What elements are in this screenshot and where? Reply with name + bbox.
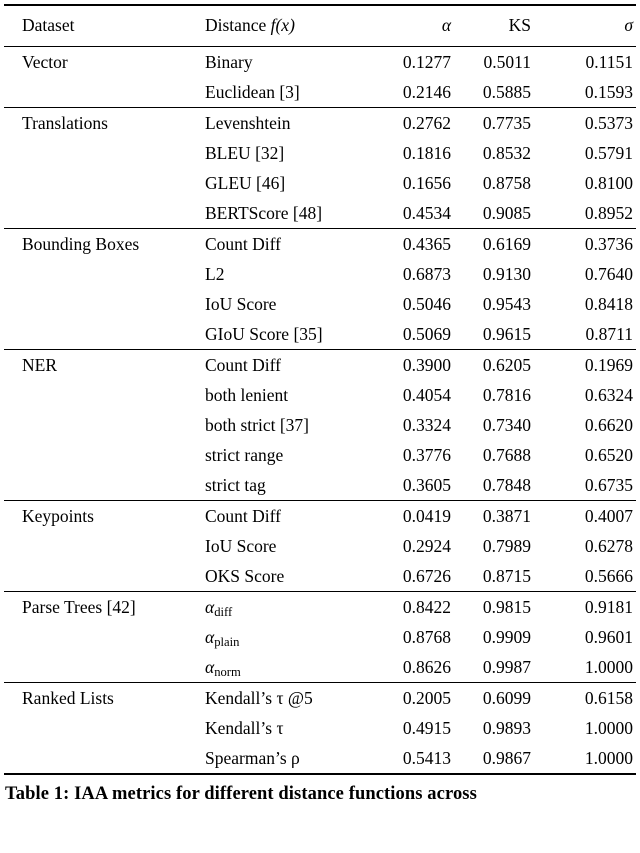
value-sigma: 0.1593 bbox=[584, 81, 633, 102]
table-row bbox=[4, 350, 636, 381]
value-ks: 0.8715 bbox=[482, 565, 531, 586]
value-ks: 0.7816 bbox=[482, 384, 531, 405]
value-sigma: 0.9181 bbox=[531, 592, 636, 623]
value-ks: 0.5885 bbox=[482, 81, 531, 102]
dataset-name: Parse Trees [42] bbox=[4, 592, 205, 683]
value-sigma: 0.9601 bbox=[584, 626, 633, 647]
value-ks: 0.9987 bbox=[482, 656, 531, 677]
distance-label: strict range bbox=[205, 444, 284, 465]
value-alpha: 0.8626 bbox=[402, 656, 451, 677]
distance-subscript: norm bbox=[214, 664, 241, 679]
value-ks: 0.9909 bbox=[482, 626, 531, 647]
value-alpha: 0.2762 bbox=[365, 108, 451, 139]
distance-label: strict tag bbox=[205, 474, 266, 495]
table-row bbox=[4, 683, 636, 714]
table-row bbox=[4, 501, 636, 532]
distance-label: Spearman’s ρ bbox=[205, 747, 300, 768]
value-sigma: 0.5373 bbox=[531, 108, 636, 139]
value-alpha: 0.6873 bbox=[402, 263, 451, 284]
col-header-distance-math: f(x) bbox=[270, 15, 295, 35]
value-alpha: 0.6726 bbox=[402, 565, 451, 586]
value-alpha: 0.3324 bbox=[402, 414, 451, 435]
value-sigma: 0.8711 bbox=[585, 323, 633, 344]
distance-label: both strict [37] bbox=[205, 414, 310, 435]
distance-label: OKS Score bbox=[205, 565, 285, 586]
header-row bbox=[4, 5, 636, 47]
value-ks: 0.3871 bbox=[451, 501, 531, 532]
distance-subscript: plain bbox=[214, 634, 240, 649]
distance-label: both lenient bbox=[205, 384, 289, 405]
value-sigma: 0.6158 bbox=[531, 683, 636, 714]
value-ks: 0.6205 bbox=[451, 350, 531, 381]
value-ks: 0.8532 bbox=[482, 142, 531, 163]
table-row bbox=[4, 592, 636, 623]
value-alpha: 0.3605 bbox=[402, 474, 451, 495]
value-ks: 0.7688 bbox=[482, 444, 531, 465]
distance-label: IoU Score bbox=[205, 535, 277, 556]
distance-label: IoU Score bbox=[205, 293, 277, 314]
col-header-dataset-label: Dataset bbox=[22, 15, 75, 35]
value-ks: 0.9867 bbox=[482, 747, 531, 768]
table-header bbox=[4, 5, 636, 47]
value-ks: 0.9893 bbox=[482, 717, 531, 738]
distance-math-symbol: α bbox=[205, 596, 215, 617]
value-ks: 0.6169 bbox=[451, 229, 531, 260]
distance-label: Count Diff bbox=[205, 501, 365, 532]
col-header-alpha: α bbox=[365, 5, 451, 47]
value-ks: 0.8758 bbox=[482, 172, 531, 193]
dataset-name: Bounding Boxes bbox=[4, 229, 205, 350]
value-sigma: 0.1151 bbox=[585, 51, 633, 72]
dataset-name: Vector bbox=[22, 51, 68, 72]
value-alpha: 0.0419 bbox=[365, 501, 451, 532]
distance-label: Kendall’s τ @5 bbox=[205, 683, 365, 714]
dataset-name: Ranked Lists bbox=[4, 683, 205, 775]
value-sigma: 0.8418 bbox=[584, 293, 633, 314]
distance-label: Count Diff bbox=[205, 229, 365, 260]
value-alpha: 0.4054 bbox=[402, 384, 451, 405]
value-alpha: 0.4915 bbox=[402, 717, 451, 738]
distance-label: Binary bbox=[205, 51, 253, 72]
value-sigma: 1.0000 bbox=[584, 747, 633, 768]
value-sigma: 0.6735 bbox=[584, 474, 633, 495]
value-alpha: 0.1656 bbox=[402, 172, 451, 193]
value-ks: 0.7340 bbox=[482, 414, 531, 435]
value-sigma: 0.6324 bbox=[584, 384, 633, 405]
value-sigma: 0.8952 bbox=[584, 202, 633, 223]
col-header-ks: KS bbox=[451, 5, 531, 47]
value-sigma: 0.6278 bbox=[584, 535, 633, 556]
table-row bbox=[4, 229, 636, 260]
distance-label: Euclidean [3] bbox=[205, 81, 300, 102]
value-sigma: 1.0000 bbox=[584, 717, 633, 738]
dataset-name: Keypoints bbox=[4, 501, 205, 592]
table-body bbox=[4, 47, 636, 775]
value-sigma: 0.6520 bbox=[584, 444, 633, 465]
distance-label: BERTScore [48] bbox=[205, 202, 323, 223]
table-row bbox=[4, 47, 636, 78]
iaa-metrics-table bbox=[4, 4, 636, 775]
value-alpha: 0.5046 bbox=[402, 293, 451, 314]
value-ks: 0.5011 bbox=[483, 51, 531, 72]
value-sigma: 0.3736 bbox=[531, 229, 636, 260]
table-row bbox=[4, 108, 636, 139]
distance-label bbox=[205, 592, 365, 623]
value-ks: 0.9543 bbox=[482, 293, 531, 314]
value-alpha: 0.5069 bbox=[402, 323, 451, 344]
col-header-sigma: σ bbox=[531, 5, 636, 47]
distance-math-symbol: α bbox=[205, 656, 215, 677]
value-alpha: 0.1277 bbox=[402, 51, 451, 72]
value-alpha: 0.3900 bbox=[365, 350, 451, 381]
col-header-dataset bbox=[4, 5, 205, 47]
value-alpha: 0.5413 bbox=[402, 747, 451, 768]
value-alpha: 0.1816 bbox=[402, 142, 451, 163]
value-sigma: 0.7640 bbox=[584, 263, 633, 284]
distance-label: Kendall’s τ bbox=[205, 717, 284, 738]
value-sigma: 0.5791 bbox=[584, 142, 633, 163]
value-alpha: 0.2146 bbox=[402, 81, 451, 102]
value-ks: 0.7848 bbox=[482, 474, 531, 495]
value-ks: 0.7989 bbox=[482, 535, 531, 556]
value-sigma: 0.4007 bbox=[531, 501, 636, 532]
value-sigma: 0.1969 bbox=[531, 350, 636, 381]
value-ks: 0.9130 bbox=[482, 263, 531, 284]
value-sigma: 1.0000 bbox=[584, 656, 633, 677]
distance-label: Count Diff bbox=[205, 350, 365, 381]
distance-label: L2 bbox=[205, 263, 225, 284]
col-header-distance-label: Distance bbox=[205, 15, 267, 35]
distance-label: GIoU Score [35] bbox=[205, 323, 323, 344]
value-alpha: 0.3776 bbox=[402, 444, 451, 465]
value-alpha: 0.8768 bbox=[402, 626, 451, 647]
dataset-name: Translations bbox=[4, 108, 205, 229]
value-ks: 0.9085 bbox=[482, 202, 531, 223]
value-alpha: 0.8422 bbox=[365, 592, 451, 623]
distance-label: GLEU [46] bbox=[205, 172, 286, 193]
distance-label: BLEU [32] bbox=[205, 142, 285, 163]
value-ks: 0.9615 bbox=[482, 323, 531, 344]
value-sigma: 0.6620 bbox=[584, 414, 633, 435]
distance-label bbox=[205, 652, 365, 683]
dataset-name: NER bbox=[4, 350, 205, 501]
value-sigma: 0.5666 bbox=[584, 565, 633, 586]
value-ks: 0.6099 bbox=[451, 683, 531, 714]
value-ks: 0.9815 bbox=[451, 592, 531, 623]
value-alpha: 0.4365 bbox=[365, 229, 451, 260]
value-ks: 0.7735 bbox=[451, 108, 531, 139]
value-alpha: 0.4534 bbox=[402, 202, 451, 223]
distance-subscript: diff bbox=[214, 604, 233, 619]
distance-math-symbol: α bbox=[205, 626, 215, 647]
table-caption: Table 1: IAA metrics for different distance functions across bbox=[5, 784, 477, 804]
value-alpha: 0.2924 bbox=[402, 535, 451, 556]
value-sigma: 0.8100 bbox=[584, 172, 633, 193]
value-alpha: 0.2005 bbox=[365, 683, 451, 714]
distance-label bbox=[205, 622, 365, 652]
distance-label: Levenshtein bbox=[205, 108, 365, 139]
col-header-distance bbox=[205, 5, 365, 47]
